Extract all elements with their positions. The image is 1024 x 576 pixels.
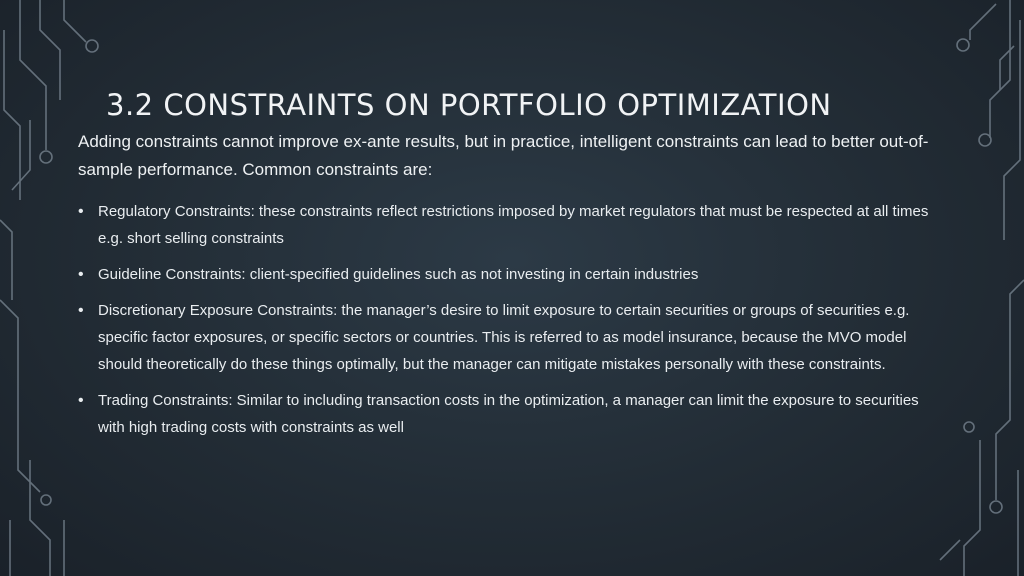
list-item [78, 261, 948, 288]
bullet-text: Trading Constraints: Similar to including transaction costs in the optimization, a manager can limit the exposure to securities with high trading costs with constraints as well [98, 392, 919, 436]
bullet-icon: • [78, 203, 84, 220]
list-item [78, 297, 948, 378]
list-item [78, 198, 948, 252]
bullet-text: Guideline Constraints: client-specified guidelines such as not investing in certain industries [98, 266, 699, 283]
bullet-text: Regulatory Constraints: these constraints reflect restrictions imposed by market regulators that must be respected at all times e.g. short selling constraints [98, 203, 929, 247]
bullet-icon: • [78, 302, 84, 319]
slide-title: 3.2 CONSTRAINTS ON PORTFOLIO OPTIMIZATION [106, 88, 832, 122]
list-item [78, 387, 948, 441]
bullet-icon: • [78, 392, 84, 409]
intro-paragraph: Adding constraints cannot improve ex-ante results, but in practice, intelligent constraints can lead to better out-of-sample performance. Common constraints are: [78, 132, 929, 179]
bullet-icon: • [78, 266, 84, 283]
bullet-text: Discretionary Exposure Constraints: the manager’s desire to limit exposure to certain securities or groups of securities e.g. specific factor exposures, or specific sectors or countries. This is referred to as model insurance, because the MVO model should theoretically do these things optimally, but the manager can mitigate mistakes personally with these constraints. [98, 302, 910, 373]
constraints-list [78, 198, 948, 450]
